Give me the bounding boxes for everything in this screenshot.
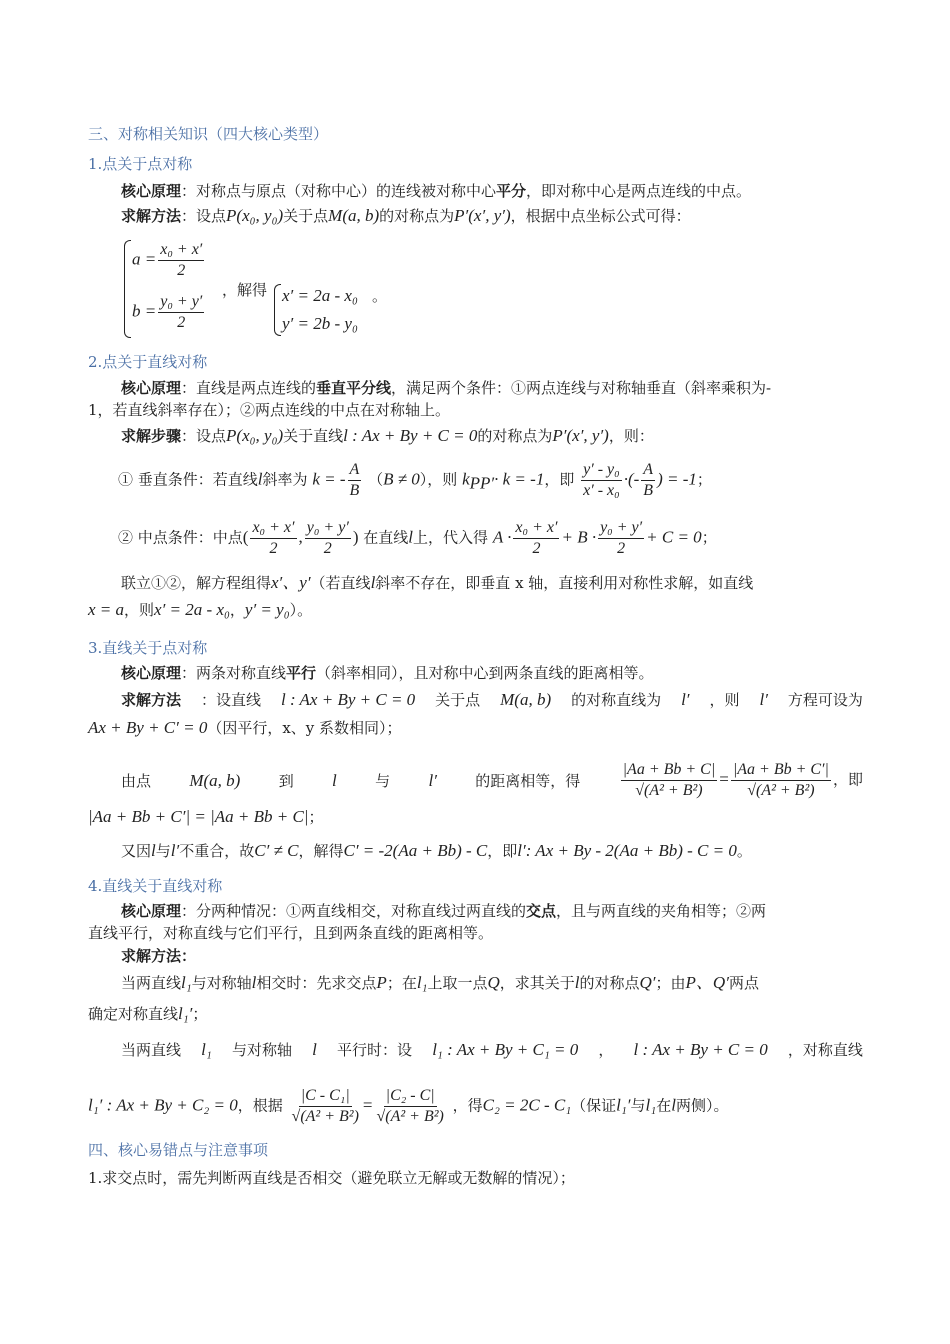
equation-a: a = $\frac{\text{x₀ + x′}}{2}$ — [132, 241, 203, 279]
equation-b: b = $\frac{\text{y₀ + y′}}{2}$ — [132, 293, 203, 331]
solution-x: x′ = 2a - x₀ — [282, 286, 358, 305]
section-title: 三、对称相关知识（四大核心类型） — [88, 125, 329, 143]
condition-2: ② 中点条件：中点( $\frac{\text{x₀ + x′}}{2}$ , $\frac{\text{y₀ + y′}}{2}$ ) 在直线l上，代入得 A · $\frac{\text{x₀ + x′}}{2}$ + B · $\frac{\text{y₀ + y′}}{2}$ + C = 0； — [118, 519, 717, 557]
join-line-2: x = a，则x′ = 2a - x₀，y′ = y₀）。 — [88, 600, 313, 619]
case2-line-2: l₁′ : Ax + By + C₂ = 0，根据 $\frac{\text{|C - C₁|}}{\text{√(A² + B²)}}$ = $\frac{\text{|C₂ - C|}}{\text{√(A² + B²)}}$ ，得C₂ = 2C - C₁（保证l₁′与l₁在l两侧）。 — [88, 1087, 729, 1125]
list-item: 1.求交点时，需先判断两直线是否相交（避免联立无解或无数解的情况）； — [88, 1169, 575, 1187]
principle-line: 核心原理：分两种情况：①两直线相交，对称直线过两直线的交点，且与两直线的夹角相等；②两 — [121, 902, 767, 920]
method-line: 求解方法：设点P(x₀, y₀)关于点M(a, b)的对称点为P′(x′, y′)，根据中点坐标公式可得： — [121, 206, 691, 225]
principle-line-2: 1，若直线斜率存在）；②两点连线的中点在对称轴上。 — [88, 401, 451, 419]
principle-line: 核心原理：直线是两点连线的垂直平分线，满足两个条件：①两点连线与对称轴垂直（斜率乘积为- — [121, 379, 772, 397]
period: 。 — [372, 287, 388, 305]
abs-equation: |Aa + Bb + C′| = |Aa + Bb + C|； — [88, 807, 324, 826]
case2-line: 当两直线 l₁ 与对称轴 l 平行时：设 l₁ : Ax + By + C₁ = 0 ， l : Ax + By + C = 0 ，对称直线 — [121, 1040, 863, 1059]
left-brace — [124, 240, 131, 338]
left-brace — [274, 284, 281, 336]
section-title: 四、核心易错点与注意事项 — [88, 1141, 269, 1159]
subsection-heading: 1.点关于点对称 — [88, 155, 193, 173]
method-label: 求解方法： — [121, 947, 197, 965]
principle-line: 核心原理：对称点与原点（对称中心）的连线被对称中心平分，即对称中心是两点连线的中点。 — [121, 182, 752, 200]
join-line: 联立①②，解方程组得x′、y′（若直线l斜率不存在，即垂直 x 轴，直接利用对称性求解，如直线 — [121, 573, 754, 592]
distance-line: 由点 M(a, b) 到 l 与 l′ 的距离相等，得 $\frac{|Aa + Bb + C|}{\text{√(A² + B²)}}$ = $\frac{|Aa + Bb + C'|}{\text{√(A² + B²)}}$ ，即 — [121, 761, 863, 799]
solve-text: ，解得 — [222, 281, 268, 299]
subsection-heading: 4.直线关于直线对称 — [88, 877, 223, 895]
principle-line-2: 直线平行，对称直线与它们平行，且到两条直线的距离相等。 — [88, 924, 494, 942]
final-line: 又因l与l′不重合，故C′ ≠ C，解得C′ = -2(Aa + Bb) - C，即l′: Ax + By - 2(Aa + Bb) - C = 0。 — [121, 841, 752, 860]
principle-line: 核心原理：两条对称直线平行（斜率相同），且对称中心到两条直线的距离相等。 — [121, 664, 654, 682]
subsection-heading: 2.点关于直线对称 — [88, 353, 208, 371]
case1-line-2: 确定对称直线l₁′； — [88, 1004, 208, 1023]
method-line: 求解方法 ：设直线 l : Ax + By + C = 0 关于点 M(a, b) 的对称直线为 l′ ，则 l′ 方程可设为 — [121, 690, 863, 709]
steps-line: 求解步骤：设点P(x₀, y₀)关于直线l : Ax + By + C = 0的对称点为P′(x′, y′)，则： — [121, 426, 654, 445]
method-line-2: Ax + By + C′ = 0（因平行，x、y 系数相同）； — [88, 718, 402, 737]
condition-1: ① 垂直条件：若直线l斜率为 k = - $\frac{A}{B}$ （B ≠ 0），则 $k_{PP'}\cdot k = -1$，即 $\frac{\text{y′ - y₀}}{\text{x′ - x₀}}$ ·(- $\frac{A}{B}$ ) = -1； — [118, 461, 712, 499]
solution-y: y′ = 2b - y₀ — [282, 314, 358, 333]
subsection-heading: 3.直线关于点对称 — [88, 639, 208, 657]
case1-line: 当两直线l₁与对称轴l相交时：先求交点P；在l₁上取一点Q，求其关于l的对称点Q′；由P、Q′两点 — [121, 973, 759, 992]
